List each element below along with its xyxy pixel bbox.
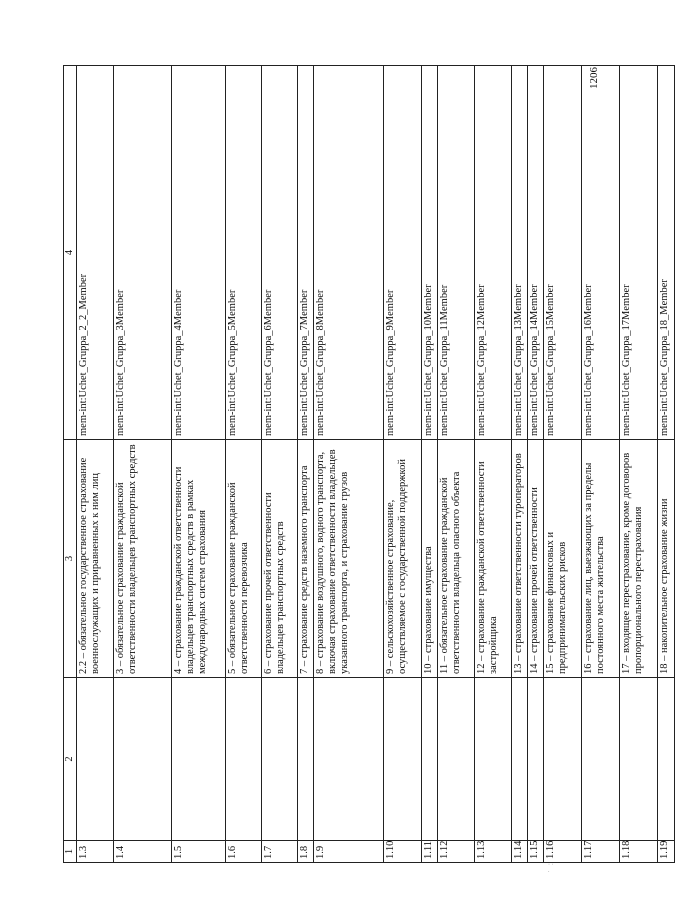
- header-cell-1: 1: [64, 841, 77, 863]
- table-row: [226, 66, 262, 863]
- row-col2: [384, 678, 422, 841]
- row-number: 1.19: [658, 841, 675, 863]
- row-description: 13 – страхование ответственности туроператоров: [512, 440, 528, 678]
- row-col2: [582, 678, 620, 841]
- row-number: 1.18: [620, 841, 658, 863]
- table-row: [475, 66, 512, 863]
- row-number: 1.5: [172, 841, 226, 863]
- row-number: 1.16: [544, 841, 582, 863]
- row-description: 16 – страхование лиц, выезжающих за пределы постоянного места жительства: [582, 440, 620, 678]
- table-row: [384, 66, 422, 863]
- row-col2: [77, 678, 114, 841]
- row-member: mem-int:Uchet_Gruppa_11Member: [438, 66, 475, 440]
- row-member: mem-int:Uchet_Gruppa_17Member: [620, 66, 658, 440]
- row-description: 9 – сельскохозяйственное страхование, осуществляемое с государственной поддержкой: [384, 440, 422, 678]
- row-number: 1.14: [512, 841, 528, 863]
- row-number: 1.8: [298, 841, 314, 863]
- row-number: 1.7: [262, 841, 298, 863]
- row-description: 15 – страхование финансовых и предпринимательских рисков: [544, 440, 582, 678]
- row-member: mem-int:Uchet_Gruppa_8Member: [314, 66, 384, 440]
- row-number: 1.4: [114, 841, 172, 863]
- row-col2: [172, 678, 226, 841]
- table-row: [544, 66, 582, 863]
- row-member: mem-int:Uchet_Gruppa_18_Member: [658, 66, 675, 440]
- row-col2: [512, 678, 528, 841]
- row-number: 1.13: [475, 841, 512, 863]
- table-row: [658, 66, 675, 863]
- row-member: mem-int:Uchet_Gruppa_14Member: [528, 66, 544, 440]
- row-number: 1.15: [528, 841, 544, 863]
- row-col2: [226, 678, 262, 841]
- row-col2: [314, 678, 384, 841]
- row-description: 18 – накопительное страхование жизни: [658, 440, 675, 678]
- row-member: mem-int:Uchet_Gruppa_13Member: [512, 66, 528, 440]
- row-col2: [298, 678, 314, 841]
- row-description: 8 – страхование воздушного, водного транспорта, включая страхование ответственности владельцев указанного транспорта, и страхование грузов: [314, 440, 384, 678]
- table-row: [528, 66, 544, 863]
- header-cell-2: 2: [64, 678, 77, 841]
- row-member: mem-int:Uchet_Gruppa_12Member: [475, 66, 512, 440]
- row-number: 1.17: [582, 841, 620, 863]
- row-col2: [422, 678, 438, 841]
- row-member: mem-int:Uchet_Gruppa_4Member: [172, 66, 226, 440]
- row-description: 17 – входящее перестрахование, кроме договоров пропорционального перестрахования: [620, 440, 658, 678]
- table-row: [77, 66, 114, 863]
- row-description: 3 – обязательное страхование гражданской ответственности владельцев транспортных средств: [114, 440, 172, 678]
- row-description: 7 – страхование средств наземного транспорта: [298, 440, 314, 678]
- table-row: [314, 66, 384, 863]
- row-number: 1.12: [438, 841, 475, 863]
- table-row: [512, 66, 528, 863]
- row-description: 6 – страхование прочей ответственности владельцев транспортных средств: [262, 440, 298, 678]
- table-row: [298, 66, 314, 863]
- table-row: [172, 66, 226, 863]
- row-col2: [438, 678, 475, 841]
- row-member: mem-int:Uchet_Gruppa_5Member: [226, 66, 262, 440]
- table-row: [620, 66, 658, 863]
- row-col2: [114, 678, 172, 841]
- row-member: mem-int:Uchet_Gruppa_10Member: [422, 66, 438, 440]
- row-col2: [544, 678, 582, 841]
- table-row: [438, 66, 475, 863]
- row-description: 11 – обязательное страхование гражданской ответственности владельца опасного объекта: [438, 440, 475, 678]
- row-member: mem-int:Uchet_Gruppa_7Member: [298, 66, 314, 440]
- row-number: 1.10: [384, 841, 422, 863]
- table-header-row: [64, 66, 77, 863]
- insurance-groups-table: [63, 65, 675, 863]
- row-number: 1.3: [77, 841, 114, 863]
- table-row: [422, 66, 438, 863]
- row-number: 1.9: [314, 841, 384, 863]
- row-number: 1.11: [422, 841, 438, 863]
- table-row: [114, 66, 172, 863]
- row-number: 1.6: [226, 841, 262, 863]
- table-row: [262, 66, 298, 863]
- row-description: 5 – обязательное страхование гражданской ответственности перевозчика: [226, 440, 262, 678]
- row-member: mem-int:Uchet_Gruppa_6Member: [262, 66, 298, 440]
- row-col2: [262, 678, 298, 841]
- row-member: mem-int:Uchet_Gruppa_9Member: [384, 66, 422, 440]
- row-member: mem-int:Uchet_Gruppa_2_2_Member: [77, 66, 114, 440]
- header-cell-3: 3: [64, 440, 77, 678]
- row-description: 4 – страхование гражданской ответственности владельцев транспортных средств в рамках международных систем страхования: [172, 440, 226, 678]
- row-description: 12 – страхование гражданской ответственности застройщика: [475, 440, 512, 678]
- row-col2: [658, 678, 675, 841]
- header-cell-4: 4: [64, 66, 77, 440]
- table-row: [582, 66, 620, 863]
- row-member: mem-int:Uchet_Gruppa_15Member: [544, 66, 582, 440]
- row-col2: [528, 678, 544, 841]
- row-col2: [620, 678, 658, 841]
- row-description: 2.2 – обязательное государственное страхование военнослужащих и приравненных к ним лиц: [77, 440, 114, 678]
- row-description: 14 – страхование прочей ответственности: [528, 440, 544, 678]
- scan-specks: · · .: [548, 862, 554, 874]
- row-col2: [475, 678, 512, 841]
- row-member: mem-int:Uchet_Gruppa_16Member: [582, 66, 620, 440]
- page-number-text: 1206: [588, 67, 600, 89]
- row-description: 10 – страхование имущества: [422, 440, 438, 678]
- row-member: mem-int:Uchet_Gruppa_3Member: [114, 66, 172, 440]
